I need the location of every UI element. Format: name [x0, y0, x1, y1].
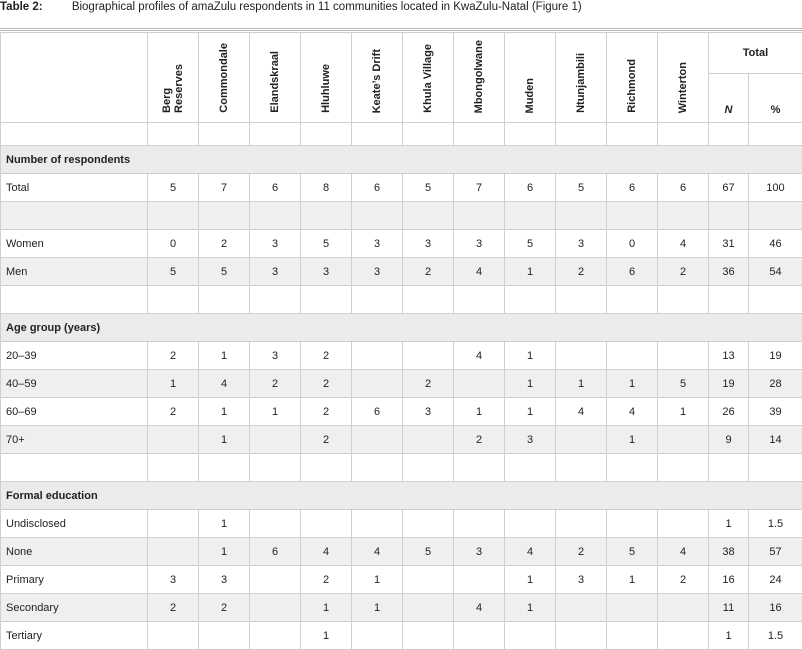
row-label: 20–39 — [1, 342, 148, 370]
column-header-label: Muden — [524, 78, 536, 113]
empty-cell — [607, 202, 658, 230]
table-cell: 31 — [709, 230, 749, 258]
table-cell: 38 — [709, 538, 749, 566]
column-header-label: Hluhluwe — [320, 64, 332, 113]
table-cell: 2 — [658, 566, 709, 594]
table-cell: 2 — [301, 370, 352, 398]
table-row — [1, 594, 802, 622]
table-cell: 6 — [352, 174, 403, 202]
empty-cell — [352, 454, 403, 482]
table-cell: 1 — [505, 566, 556, 594]
table-cell: 1 — [199, 398, 250, 426]
empty-cell — [250, 202, 301, 230]
table-row — [1, 566, 802, 594]
empty-cell — [454, 286, 505, 314]
spacer-cell — [505, 123, 556, 146]
column-header — [148, 33, 199, 123]
spacer-cell — [148, 123, 199, 146]
table-cell: 1 — [352, 566, 403, 594]
table-cell: 16 — [709, 566, 749, 594]
row-label: Men — [1, 258, 148, 286]
row-label: Women — [1, 230, 148, 258]
empty-cell — [301, 202, 352, 230]
table-cell: 1 — [709, 510, 749, 538]
spacer-cell — [454, 123, 505, 146]
header-row — [1, 33, 802, 74]
empty-cell — [658, 202, 709, 230]
table-cell: 3 — [148, 566, 199, 594]
table-cell — [199, 622, 250, 650]
table-cell — [250, 594, 301, 622]
table-cell: 4 — [658, 538, 709, 566]
table-cell: 6 — [250, 538, 301, 566]
table-cell: 3 — [556, 230, 607, 258]
table-cell: 4 — [301, 538, 352, 566]
header-corner — [1, 33, 148, 123]
column-header-label: Keate’s Drift — [371, 49, 383, 113]
empty-cell — [556, 202, 607, 230]
table-cell: 14 — [749, 426, 802, 454]
table-cell: 2 — [199, 594, 250, 622]
table-cell — [403, 622, 454, 650]
column-header-label: Berg Reserves — [161, 64, 185, 113]
table-cell: 6 — [658, 174, 709, 202]
spacer-cell — [607, 123, 658, 146]
table-cell: 4 — [505, 538, 556, 566]
table-cell — [658, 510, 709, 538]
table-cell — [250, 426, 301, 454]
section-row — [1, 146, 802, 174]
table-cell: 2 — [301, 342, 352, 370]
empty-cell — [454, 454, 505, 482]
respondent-profile-table — [0, 32, 802, 650]
table-cell: 4 — [454, 594, 505, 622]
table-cell — [403, 566, 454, 594]
table-cell — [403, 426, 454, 454]
table-cell: 3 — [199, 566, 250, 594]
table-cell — [607, 510, 658, 538]
empty-cell — [607, 286, 658, 314]
section-heading: Formal education — [1, 482, 802, 510]
table-cell: 1 — [199, 426, 250, 454]
table-cell: 3 — [352, 230, 403, 258]
table-row — [1, 538, 802, 566]
table-cell: 4 — [454, 258, 505, 286]
empty-cell — [250, 286, 301, 314]
table-cell: 39 — [749, 398, 802, 426]
table-cell — [607, 622, 658, 650]
table-cell: 6 — [505, 174, 556, 202]
row-label: Secondary — [1, 594, 148, 622]
empty-cell — [1, 286, 148, 314]
percent-header: % — [749, 74, 802, 123]
empty-cell — [454, 202, 505, 230]
spacer-cell — [352, 123, 403, 146]
empty-cell — [556, 454, 607, 482]
table-cell: 2 — [556, 258, 607, 286]
table-cell: 6 — [607, 258, 658, 286]
row-label: None — [1, 538, 148, 566]
table-cell: 1 — [199, 538, 250, 566]
column-header — [505, 33, 556, 123]
table-cell: 1.5 — [749, 622, 802, 650]
table-cell: 5 — [556, 174, 607, 202]
table-cell: 1 — [199, 342, 250, 370]
table-cell — [352, 370, 403, 398]
column-header — [199, 33, 250, 123]
table-cell: 1 — [607, 370, 658, 398]
table-cell: 3 — [454, 538, 505, 566]
table-cell: 7 — [199, 174, 250, 202]
table-cell — [403, 510, 454, 538]
table-caption — [0, 0, 582, 20]
empty-cell — [199, 286, 250, 314]
empty-cell — [709, 454, 749, 482]
table-cell — [301, 510, 352, 538]
column-header — [607, 33, 658, 123]
empty-cell — [658, 454, 709, 482]
table-cell: 5 — [403, 538, 454, 566]
table-cell: 1 — [505, 594, 556, 622]
blank-row — [1, 454, 802, 482]
table-cell: 46 — [749, 230, 802, 258]
table-cell: 4 — [199, 370, 250, 398]
table-cell — [352, 426, 403, 454]
table-cell — [454, 370, 505, 398]
table-cell: 26 — [709, 398, 749, 426]
table-cell: 5 — [199, 258, 250, 286]
table-cell — [607, 594, 658, 622]
empty-cell — [505, 202, 556, 230]
table-cell: 57 — [749, 538, 802, 566]
empty-cell — [505, 454, 556, 482]
empty-cell — [556, 286, 607, 314]
empty-cell — [199, 454, 250, 482]
table-cell: 1 — [607, 566, 658, 594]
table-cell — [556, 510, 607, 538]
row-label: 40–59 — [1, 370, 148, 398]
table-cell: 1 — [556, 370, 607, 398]
table-cell: 4 — [556, 398, 607, 426]
spacer-cell — [199, 123, 250, 146]
table-row — [1, 622, 802, 650]
table-cell: 2 — [250, 370, 301, 398]
table-cell: 3 — [301, 258, 352, 286]
table-cell: 1 — [709, 622, 749, 650]
table-cell: 3 — [250, 258, 301, 286]
spacer-cell — [1, 123, 148, 146]
row-label: Total — [1, 174, 148, 202]
table-cell: 2 — [454, 426, 505, 454]
empty-cell — [352, 202, 403, 230]
table-cell: 54 — [749, 258, 802, 286]
table-cell: 16 — [749, 594, 802, 622]
column-header — [454, 33, 505, 123]
table-row — [1, 258, 802, 286]
table-cell — [556, 622, 607, 650]
blank-row — [1, 286, 802, 314]
table-cell: 0 — [607, 230, 658, 258]
table-cell: 5 — [403, 174, 454, 202]
table-cell — [505, 510, 556, 538]
table-row — [1, 370, 802, 398]
table-cell: 2 — [658, 258, 709, 286]
table-cell — [148, 538, 199, 566]
table-row — [1, 230, 802, 258]
table-cell — [454, 510, 505, 538]
table-cell: 2 — [199, 230, 250, 258]
table-cell: 13 — [709, 342, 749, 370]
table-cell — [403, 594, 454, 622]
table-cell: 3 — [454, 230, 505, 258]
empty-cell — [607, 454, 658, 482]
table-cell: 1 — [658, 398, 709, 426]
spacer-cell — [301, 123, 352, 146]
table-row — [1, 174, 802, 202]
table-cell — [556, 426, 607, 454]
table-cell: 4 — [607, 398, 658, 426]
table-cell — [505, 622, 556, 650]
table-cell — [454, 622, 505, 650]
table-cell — [556, 342, 607, 370]
table-cell — [403, 342, 454, 370]
column-header-label: Richmond — [626, 59, 638, 113]
table-cell: 1 — [148, 370, 199, 398]
row-label: 70+ — [1, 426, 148, 454]
column-header — [403, 33, 454, 123]
column-header — [250, 33, 301, 123]
table-cell: 1.5 — [749, 510, 802, 538]
empty-cell — [505, 286, 556, 314]
column-header — [352, 33, 403, 123]
table-cell — [250, 510, 301, 538]
table-cell: 3 — [250, 230, 301, 258]
empty-cell — [1, 202, 148, 230]
table-cell: 1 — [505, 342, 556, 370]
table-caption-text: Biographical profiles of amaZulu respondents in 11 communities located in KwaZulu-Natal (Figure 1) — [72, 1, 582, 13]
section-row — [1, 482, 802, 510]
empty-cell — [301, 286, 352, 314]
empty-cell — [403, 454, 454, 482]
table-cell: 9 — [709, 426, 749, 454]
top-rule — [0, 28, 802, 31]
table-cell: 1 — [301, 622, 352, 650]
table-cell: 2 — [403, 258, 454, 286]
section-row — [1, 314, 802, 342]
table-cell: 2 — [556, 538, 607, 566]
empty-cell — [749, 454, 802, 482]
table-cell: 6 — [352, 398, 403, 426]
empty-cell — [403, 202, 454, 230]
table-cell: 19 — [709, 370, 749, 398]
table-cell — [250, 622, 301, 650]
table-cell: 1 — [454, 398, 505, 426]
empty-cell — [403, 286, 454, 314]
table-row — [1, 426, 802, 454]
table-cell: 0 — [148, 230, 199, 258]
row-label: 60–69 — [1, 398, 148, 426]
table-cell: 1 — [250, 398, 301, 426]
column-header-label: Winterton — [677, 62, 689, 113]
table-cell: 6 — [250, 174, 301, 202]
table-cell: 4 — [658, 230, 709, 258]
spacer-cell — [403, 123, 454, 146]
table-cell: 3 — [352, 258, 403, 286]
empty-cell — [709, 202, 749, 230]
table-cell — [658, 594, 709, 622]
table-cell — [658, 342, 709, 370]
table-cell: 1 — [352, 594, 403, 622]
table-row — [1, 398, 802, 426]
table-cell: 67 — [709, 174, 749, 202]
total-header: Total — [709, 33, 802, 74]
table-cell: 24 — [749, 566, 802, 594]
empty-cell — [352, 286, 403, 314]
n-header: N — [709, 74, 749, 123]
column-header-label: Khula Village — [422, 44, 434, 113]
spacer-cell — [658, 123, 709, 146]
table-cell: 2 — [301, 398, 352, 426]
table-cell: 5 — [148, 174, 199, 202]
empty-cell — [301, 454, 352, 482]
column-header-label: Commondale — [218, 43, 230, 113]
spacer-cell — [556, 123, 607, 146]
column-header-label: Ntunjambili — [575, 53, 587, 113]
table-cell: 3 — [505, 426, 556, 454]
section-heading: Age group (years) — [1, 314, 802, 342]
table-cell — [250, 566, 301, 594]
table-cell — [454, 566, 505, 594]
table-cell: 1 — [505, 258, 556, 286]
table-cell: 1 — [505, 370, 556, 398]
table-cell: 7 — [454, 174, 505, 202]
table-cell: 8 — [301, 174, 352, 202]
table-cell: 1 — [301, 594, 352, 622]
empty-cell — [148, 286, 199, 314]
table-cell — [148, 622, 199, 650]
table-cell — [658, 622, 709, 650]
section-heading: Number of respondents — [1, 146, 802, 174]
table-cell — [658, 426, 709, 454]
blank-row — [1, 202, 802, 230]
table-cell: 2 — [148, 594, 199, 622]
table-row — [1, 510, 802, 538]
column-header — [301, 33, 352, 123]
empty-cell — [749, 286, 802, 314]
empty-cell — [199, 202, 250, 230]
column-header — [658, 33, 709, 123]
table-cell: 6 — [607, 174, 658, 202]
table-cell: 5 — [658, 370, 709, 398]
table-cell: 5 — [505, 230, 556, 258]
table-cell: 3 — [403, 398, 454, 426]
table-cell — [148, 510, 199, 538]
table-cell: 28 — [749, 370, 802, 398]
table-cell: 5 — [148, 258, 199, 286]
spacer-cell — [749, 123, 802, 146]
table-cell: 4 — [454, 342, 505, 370]
column-header-label: Elandskraal — [269, 51, 281, 113]
column-header — [556, 33, 607, 123]
empty-cell — [148, 454, 199, 482]
table-cell — [352, 510, 403, 538]
empty-cell — [709, 286, 749, 314]
row-label: Tertiary — [1, 622, 148, 650]
table-cell: 2 — [301, 426, 352, 454]
row-label: Primary — [1, 566, 148, 594]
table-cell: 5 — [607, 538, 658, 566]
table-caption-label: Table 2: — [0, 1, 43, 13]
empty-cell — [148, 202, 199, 230]
table-row — [1, 342, 802, 370]
spacer-cell — [250, 123, 301, 146]
table-cell: 2 — [301, 566, 352, 594]
table-cell: 5 — [301, 230, 352, 258]
table-cell: 3 — [250, 342, 301, 370]
table-cell — [352, 622, 403, 650]
empty-cell — [658, 286, 709, 314]
table-cell: 2 — [148, 398, 199, 426]
table-cell — [556, 594, 607, 622]
table-cell: 2 — [148, 342, 199, 370]
table-cell — [607, 342, 658, 370]
empty-cell — [1, 454, 148, 482]
empty-cell — [250, 454, 301, 482]
table-cell: 19 — [749, 342, 802, 370]
table-cell — [148, 426, 199, 454]
table-cell: 1 — [199, 510, 250, 538]
empty-cell — [749, 202, 802, 230]
spacer-row — [1, 123, 802, 146]
table-cell: 100 — [749, 174, 802, 202]
column-header-label: Mbongolwane — [473, 40, 485, 113]
table-cell: 1 — [607, 426, 658, 454]
spacer-cell — [709, 123, 749, 146]
table-cell: 2 — [403, 370, 454, 398]
table-cell: 3 — [403, 230, 454, 258]
table-cell: 36 — [709, 258, 749, 286]
table-cell: 1 — [505, 398, 556, 426]
table-cell: 4 — [352, 538, 403, 566]
table-cell — [352, 342, 403, 370]
row-label: Undisclosed — [1, 510, 148, 538]
table-cell: 11 — [709, 594, 749, 622]
table-cell: 3 — [556, 566, 607, 594]
